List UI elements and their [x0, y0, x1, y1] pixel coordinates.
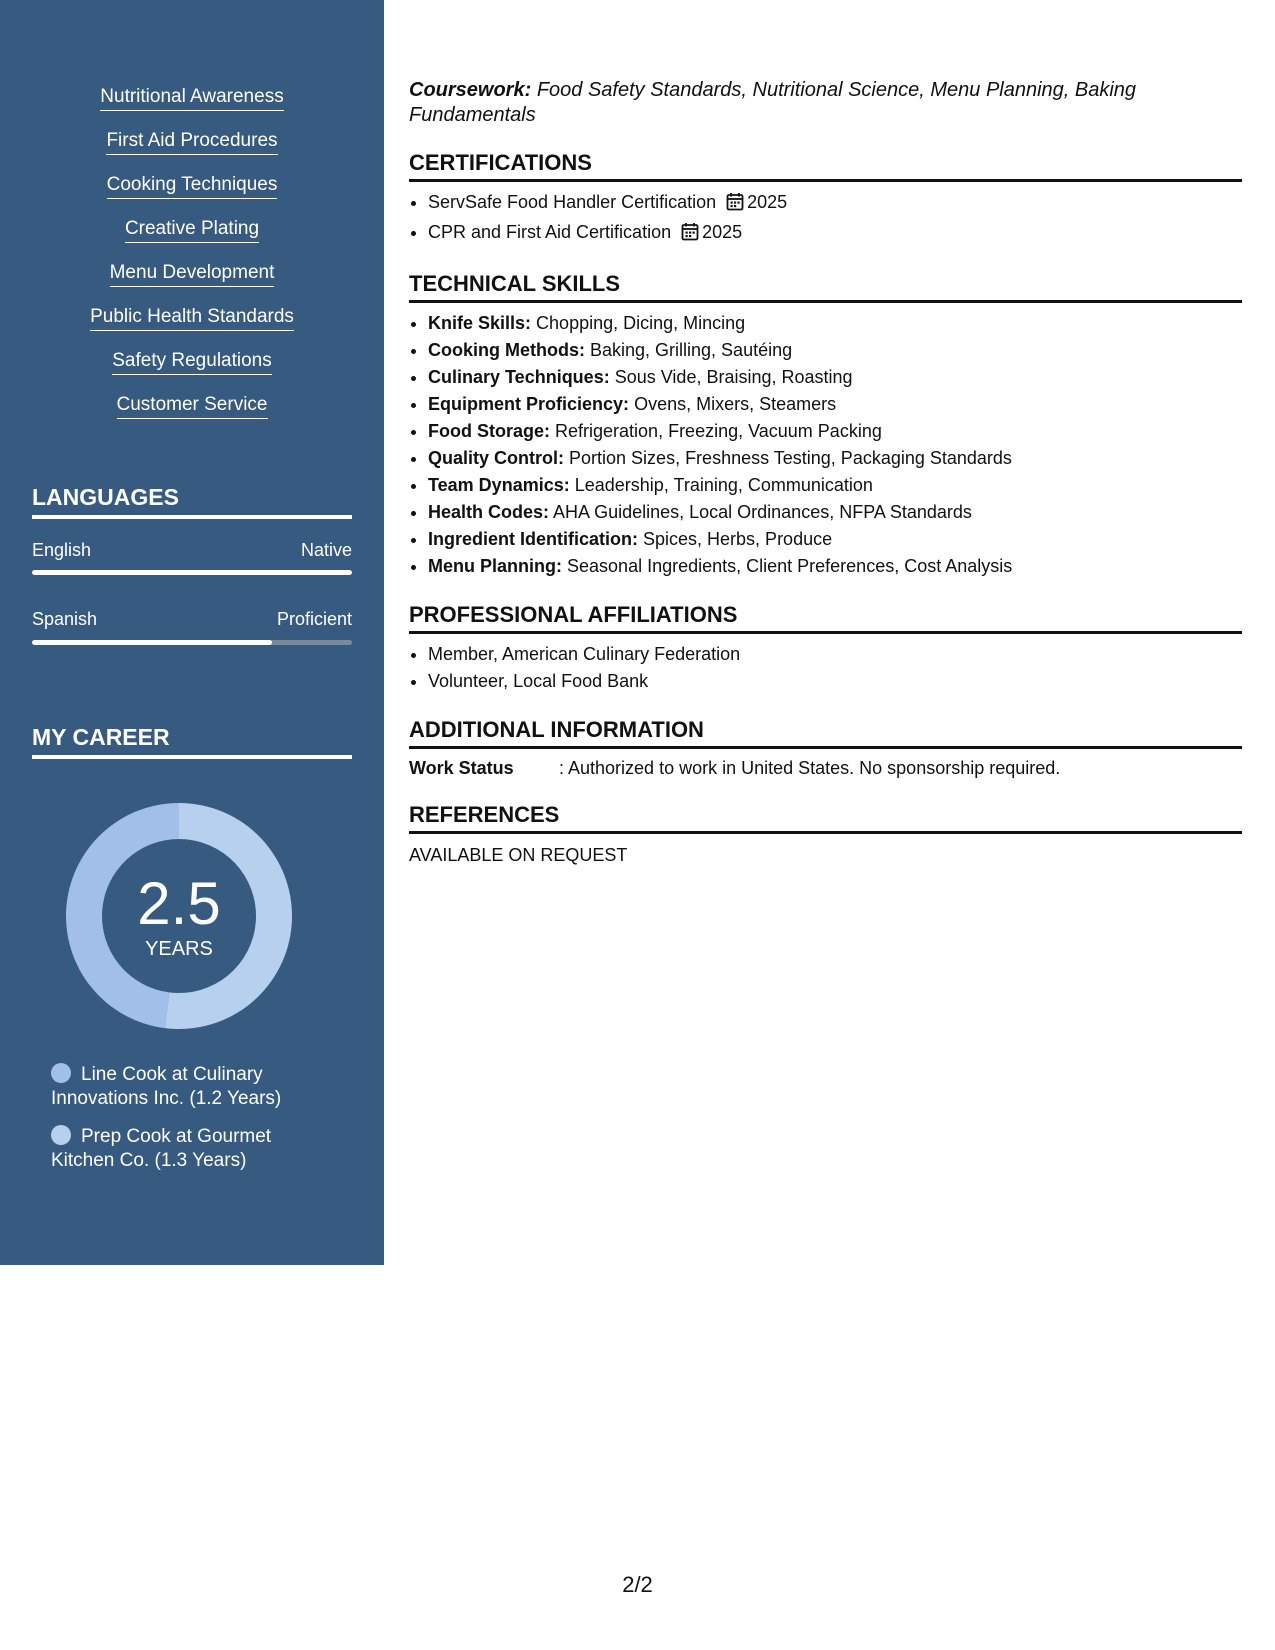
affiliation-item: • Member, American Culinary Federation: [428, 641, 1242, 668]
legend-dot-icon: [51, 1125, 71, 1145]
work-status-value: : Authorized to work in United States. No sponsorship required.: [559, 758, 1061, 778]
affiliations-list: [409, 641, 1242, 695]
technical-skills-heading: TECHNICAL SKILLS: [409, 271, 1242, 303]
language-name: Spanish: [32, 609, 98, 629]
skill-label: Health Codes:: [428, 502, 550, 522]
career-heading: MY CAREER: [32, 723, 352, 759]
certification-name: ServSafe Food Handler Certification: [428, 192, 717, 212]
skill-item: Nutritional Awareness: [100, 86, 283, 111]
language-bar-english: [32, 570, 352, 575]
technical-skill-item: [428, 364, 1242, 391]
technical-skill-item: [428, 553, 1242, 580]
career-item-label: Line Cook at Culinary Innovations Inc. (1.2 Years): [51, 1064, 282, 1109]
sidebar: [0, 0, 384, 1265]
additional-info-heading: ADDITIONAL INFORMATION: [409, 717, 1242, 749]
skill-item: Customer Service: [117, 394, 268, 419]
certification-year: 2025: [747, 192, 788, 212]
references-text: AVAILABLE ON REQUEST: [409, 845, 628, 865]
language-row-english: [32, 539, 352, 561]
skill-label: Menu Planning:: [428, 556, 562, 576]
skill-text: Chopping, Dicing, Mincing: [536, 313, 746, 333]
language-bar-spanish: [32, 640, 352, 645]
skill-item: Menu Development: [110, 262, 275, 287]
work-status-label: Work Status: [409, 758, 514, 778]
skills-list: [0, 86, 384, 438]
skill-text: Sous Vide, Braising, Roasting: [614, 367, 853, 387]
technical-skill-item: [428, 337, 1242, 364]
language-bar-fill: [32, 640, 272, 645]
career-item-label: Prep Cook at Gourmet Kitchen Co. (1.3 Years): [51, 1126, 272, 1171]
certification-item: [428, 219, 1242, 249]
skill-label: Knife Skills:: [428, 313, 532, 333]
career-item: [51, 1125, 311, 1173]
technical-skill-item: [428, 310, 1242, 337]
skill-label: Quality Control:: [428, 448, 564, 468]
technical-skill-item: [428, 499, 1242, 526]
calendar-icon: [726, 192, 744, 219]
career-total-unit: YEARS: [145, 938, 213, 960]
technical-skill-item: [428, 418, 1242, 445]
skill-text: AHA Guidelines, Local Ordinances, NFPA Standards: [553, 502, 972, 522]
skill-item: First Aid Procedures: [106, 130, 277, 155]
coursework: [409, 78, 1242, 128]
skill-text: Seasonal Ingredients, Client Preferences, Cost Analysis: [567, 556, 1013, 576]
language-row-spanish: [32, 608, 352, 630]
certification-item: [428, 189, 1242, 219]
technical-skill-item: [428, 526, 1242, 553]
legend-dot-icon: [51, 1063, 71, 1083]
language-name: English: [32, 540, 92, 560]
language-bar-fill: [32, 570, 352, 575]
skill-label: Cooking Methods:: [428, 340, 585, 360]
references-heading: REFERENCES: [409, 802, 1242, 834]
calendar-icon: [681, 222, 699, 249]
skill-label: Equipment Proficiency:: [428, 394, 630, 414]
coursework-text: Food Safety Standards, Nutritional Science, Menu Planning, Baking Fundamentals: [409, 79, 1137, 126]
language-level: Proficient: [276, 609, 352, 629]
technical-skills-list: [409, 310, 1242, 580]
main-content: [409, 78, 1242, 868]
skill-text: Refrigeration, Freezing, Vacuum Packing: [555, 421, 882, 441]
language-level: Native: [300, 540, 352, 560]
page-number: 2/2: [622, 1572, 653, 1597]
skill-label: Food Storage:: [428, 421, 550, 441]
skill-label: Culinary Techniques:: [428, 367, 610, 387]
technical-skill-item: [428, 391, 1242, 418]
skill-text: Baking, Grilling, Sautéing: [590, 340, 793, 360]
skill-text: Spices, Herbs, Produce: [643, 529, 833, 549]
affiliations-heading: PROFESSIONAL AFFILIATIONS: [409, 602, 1242, 634]
skill-label: Team Dynamics:: [428, 475, 570, 495]
skill-item: Safety Regulations: [112, 350, 272, 375]
work-status-row: [409, 756, 1242, 780]
coursework-label: Coursework:: [409, 79, 532, 101]
certifications-list: [409, 189, 1242, 249]
skill-item: Creative Plating: [125, 218, 259, 243]
technical-skill-item: [428, 445, 1242, 472]
affiliation-item: • Volunteer, Local Food Bank: [428, 668, 1242, 695]
certifications-heading: CERTIFICATIONS: [409, 150, 1242, 182]
skill-label: Ingredient Identification:: [428, 529, 638, 549]
skill-text: Leadership, Training, Communication: [574, 475, 873, 495]
career-item: [51, 1063, 311, 1111]
skill-item: Public Health Standards: [90, 306, 294, 331]
skill-text: Portion Sizes, Freshness Testing, Packaging Standards: [569, 448, 1012, 468]
certification-name: CPR and First Aid Certification: [428, 222, 672, 242]
languages-heading: LANGUAGES: [32, 483, 352, 519]
skill-item: Cooking Techniques: [107, 174, 278, 199]
skill-text: Ovens, Mixers, Steamers: [634, 394, 837, 414]
technical-skill-item: [428, 472, 1242, 499]
career-total-years: 2.5: [137, 870, 221, 937]
certification-year: 2025: [702, 222, 743, 242]
